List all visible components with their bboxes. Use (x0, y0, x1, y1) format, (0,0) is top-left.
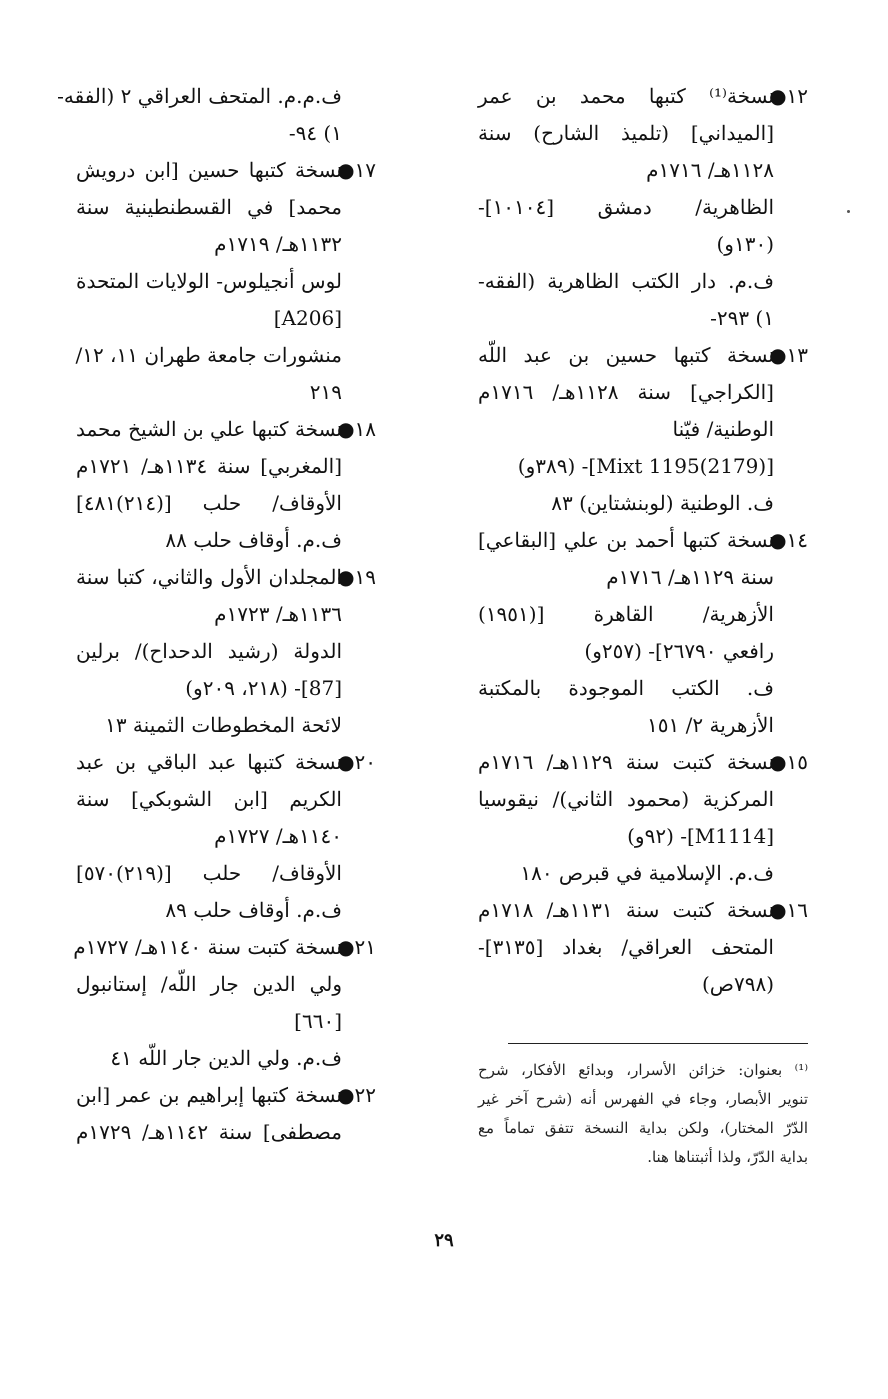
entry-line: [87]- (٢١٨، ٢٠٩و) (185, 676, 342, 700)
entry-number: ٢٠● (337, 750, 376, 774)
entry-line: نسخة كتبت سنة ١١٤٠هـ/ ١٧٢٧م (73, 935, 342, 959)
entry-line: ولي الدين جار اللّه/ إستانبول (76, 972, 342, 996)
catalog-entry (73, 929, 376, 1077)
entry-line: ف.م. ولي الدين جار اللّه ٤١ (110, 1046, 342, 1070)
entry-line: نسخة كتبها عبد الباقي بن عبد (76, 750, 342, 774)
entry-line: ف.م. أوقاف حلب ٨٩ (165, 898, 342, 922)
entry-line: مصطفى] سنة ١١٤٢هـ/ ١٧٢٩م (76, 1120, 342, 1144)
entry-line: رافعي ٢٦٧٩٠]- (٢٥٧و) (584, 639, 774, 663)
page-number: ٢٩ (434, 1230, 454, 1251)
entry-line: نسخة كتبت سنة ١١٢٩هـ/ ١٧١٦م (478, 750, 774, 774)
catalog-entry (76, 744, 376, 929)
footnote-line: تنوير الأبصار، وجاء في الفهرس أنه (شرح آخر غير (478, 1090, 808, 1108)
entry-line: (١٣٠و) (716, 232, 774, 256)
entry-line: الظاهرية/ دمشق [١٠١٠٤]- (478, 195, 774, 219)
entry-line: ١١٢٨هـ/ ١٧١٦م (646, 158, 774, 182)
entry-line: [الكراجي] سنة ١١٢٨هـ/ ١٧١٦م (478, 380, 774, 404)
entry-number: ١٩● (337, 565, 376, 589)
entry-line: ١) ٢٩٣- (710, 306, 774, 330)
entry-line: نسخة كتبها علي بن الشيخ محمد (76, 417, 342, 441)
entry-line: ١١٣٢هـ/ ١٧١٩م (214, 232, 342, 256)
entry-line: الأزهرية/ القاهرة [(١٩٥١) (478, 602, 774, 626)
entry-line: (٧٩٨ص) (701, 972, 774, 996)
entry-line: ف. الكتب الموجودة بالمكتبة (478, 676, 774, 700)
entry-line: ١١٣٦هـ/ ١٧٢٣م (214, 602, 342, 626)
entry-line: الأوقاف/ حلب [(٢١٤)٤٨١] (76, 491, 342, 515)
entry-line: محمد] في القسطنطينية سنة (76, 195, 342, 219)
entry-line: نسخة كتبها حسين [ابن درويش (76, 158, 342, 182)
scan-speck (847, 210, 850, 213)
entry-number: ٢٢● (337, 1083, 376, 1107)
entry-line: نسخة كتبها حسين بن عبد اللّه (478, 343, 774, 367)
left-column (57, 78, 376, 1151)
entry-line: الدولة (رشيد الدحداح)/ برلين (76, 639, 342, 663)
entry-line: نسخة كتبت سنة ١١٣١هـ/ ١٧١٨م (478, 898, 774, 922)
catalog-entry (478, 78, 808, 337)
catalog-entry (57, 78, 376, 152)
entry-line: [٦٦٠] (294, 1009, 342, 1033)
entry-line: منشورات جامعة طهران ١١، ١٢/ (75, 343, 342, 367)
entry-line: ١) ٩٤- (288, 121, 342, 145)
entry-number: ١٦● (769, 898, 808, 922)
entry-line: لوس أنجيلوس- الولايات المتحدة (76, 269, 342, 293)
catalog-entry (478, 892, 808, 1003)
entry-line: نسخة⁽¹⁾ كتبها محمد بن عمر (478, 84, 774, 108)
catalog-entry (478, 744, 808, 892)
entry-line: الأوقاف/ حلب [(٢١٩)٥٧٠] (76, 861, 342, 885)
catalog-entry (76, 411, 376, 559)
entry-line: المتحف العراقي/ بغداد [٣١٣٥]- (478, 935, 774, 959)
entry-line: نسخة كتبها أحمد بن علي [البقاعي] (478, 528, 774, 552)
footnote-line: الدّرّ المختار)، ولكن بداية النسخة تتفق تماماً مع (478, 1119, 808, 1137)
entry-line: لائحة المخطوطات الثمينة ١٣ (105, 713, 342, 737)
entry-line: الكريم [ابن الشوبكي] سنة (76, 787, 342, 811)
entry-line: ف.م.م. المتحف العراقي ٢ (الفقه- (57, 84, 342, 108)
entry-line: المجلدان الأول والثاني، كتبا سنة (76, 565, 342, 589)
entry-line: [الميداني] (تلميذ الشارح) سنة (478, 121, 774, 145)
entry-line: ٢١٩ (309, 380, 342, 404)
catalog-entry (478, 522, 808, 744)
footnote-separator (508, 1043, 808, 1044)
catalog-entry (478, 337, 808, 522)
entry-line: [M1114]- (٩٢و) (627, 824, 774, 848)
catalog-entry (76, 152, 376, 411)
entry-line: ١١٤٠هـ/ ١٧٢٧م (214, 824, 342, 848)
entry-number: ١٨● (337, 417, 376, 441)
right-column (478, 78, 808, 1003)
entry-line: ف.م. دار الكتب الظاهرية (الفقه- (478, 269, 774, 293)
footnote-line: بداية الدّرّ، ولذا أثبتناها هنا. (647, 1148, 808, 1166)
entry-line: ف.م. أوقاف حلب ٨٨ (165, 528, 342, 552)
entry-line: [Mixt 1195(2179)]- (٣٨٩و) (517, 454, 774, 478)
entry-line: [المغربي] سنة ١١٣٤هـ/ ١٧٢١م (76, 454, 342, 478)
entry-line: الوطنية/ فيّنا (672, 417, 774, 441)
footnote-line: ⁽¹⁾ بعنوان: خزائن الأسرار، وبدائع الأفكار، شرح (478, 1061, 808, 1079)
catalog-entry (76, 559, 376, 744)
entry-line: سنة ١١٢٩هـ/ ١٧١٦م (606, 565, 774, 589)
entry-number: ١٣● (769, 343, 808, 367)
footnote (478, 1056, 808, 1172)
catalog-entry (76, 1077, 376, 1151)
entry-line: ف. الوطنية (لوبنشتاين) ٨٣ (551, 491, 774, 515)
entry-line: [A206] (273, 306, 342, 330)
entry-line: الأزهرية ٢/ ١٥١ (647, 713, 774, 737)
entry-number: ٢١● (337, 935, 376, 959)
entry-number: ١٧● (337, 158, 376, 182)
entry-number: ١٢● (769, 84, 808, 108)
entry-line: ف.م. الإسلامية في قبرص ١٨٠ (520, 861, 774, 885)
entry-number: ١٤● (769, 528, 808, 552)
entry-line: المركزية (محمود الثاني)/ نيقوسيا (478, 787, 774, 811)
entry-number: ١٥● (769, 750, 808, 774)
entry-line: نسخة كتبها إبراهيم بن عمر [ابن (76, 1083, 342, 1107)
